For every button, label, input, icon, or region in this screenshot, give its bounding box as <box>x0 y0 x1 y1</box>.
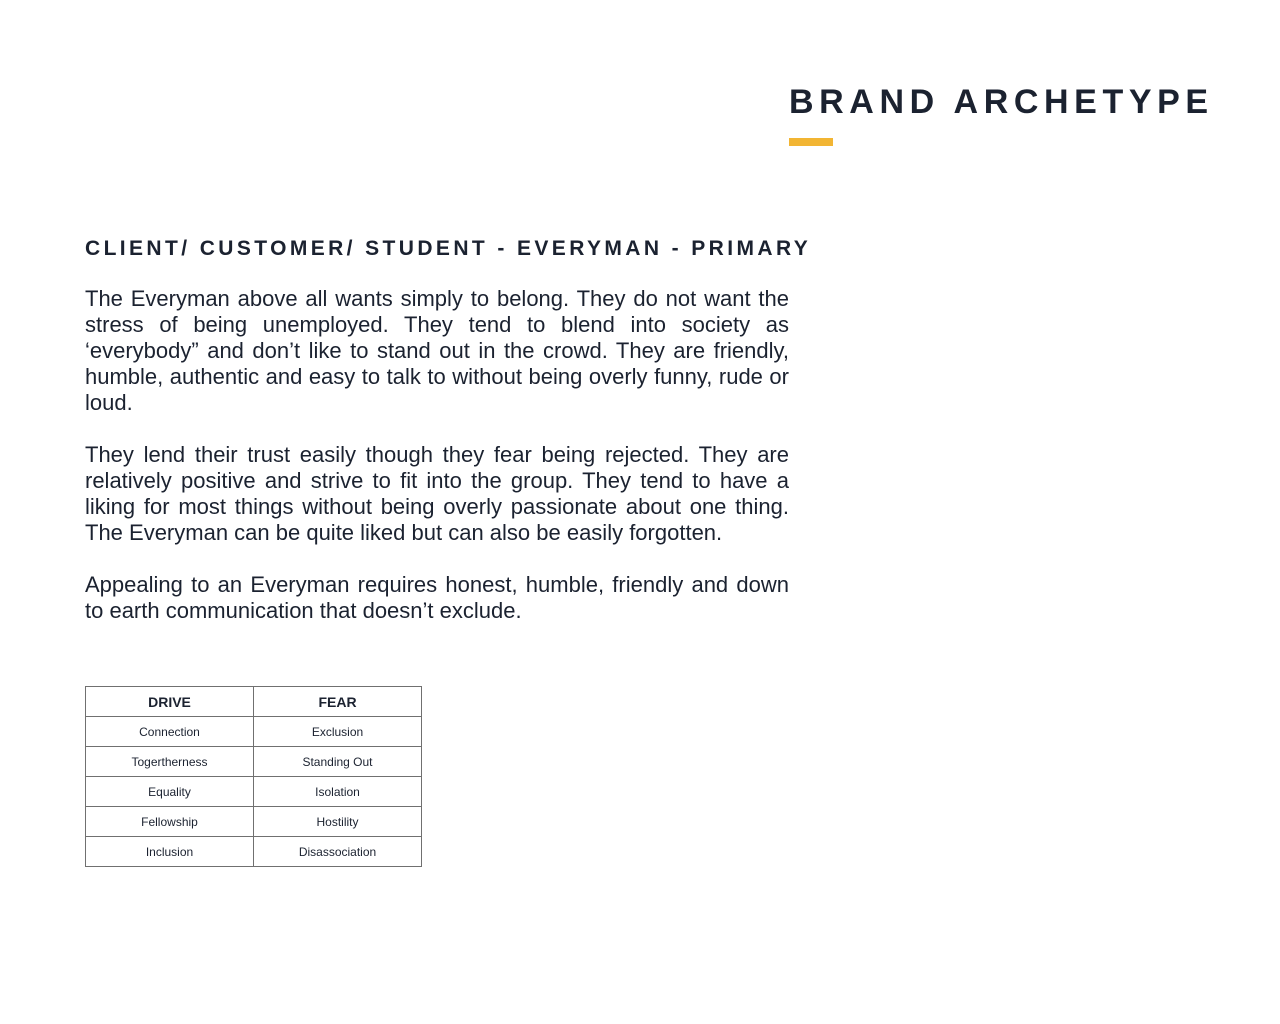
paragraph-2: They lend their trust easily though they fear being rejected. They are relatively positive and strive to fit into the group. They tend to have a liking for most things without being overly passionate about one thing. The Everyman can be quite liked but can also be easily forgotten. <box>85 442 789 545</box>
fear-cell: Hostility <box>254 807 422 837</box>
drive-fear-table <box>85 686 422 867</box>
drive-cell: Equality <box>86 777 254 807</box>
drive-cell: Fellowship <box>86 807 254 837</box>
table-row <box>86 777 422 807</box>
table-header-row <box>86 687 422 717</box>
drive-cell: Togertherness <box>86 747 254 777</box>
paragraph-1: The Everyman above all wants simply to belong. They do not want the stress of being unemployed. They tend to blend into society as ‘everybody” and don’t like to stand out in the crowd. They are friendly, humble, authentic and easy to talk to without being overly funny, rude or loud. <box>85 286 789 415</box>
drive-cell: Inclusion <box>86 837 254 867</box>
fear-cell: Standing Out <box>254 747 422 777</box>
column-header-fear: FEAR <box>254 687 422 717</box>
table-row <box>86 807 422 837</box>
section-heading: CLIENT/ CUSTOMER/ STUDENT - EVERYMAN - PRIMARY <box>85 237 812 260</box>
drive-cell: Connection <box>86 717 254 747</box>
fear-cell: Isolation <box>254 777 422 807</box>
body-copy <box>85 286 789 650</box>
table-row <box>86 837 422 867</box>
paragraph-3: Appealing to an Everyman requires honest, humble, friendly and down to earth communication that doesn’t exclude. <box>85 572 789 623</box>
fear-cell: Disassociation <box>254 837 422 867</box>
column-header-drive: DRIVE <box>86 687 254 717</box>
title-accent-bar <box>789 138 833 146</box>
table-row <box>86 717 422 747</box>
page-title: BRAND ARCHETYPE <box>789 83 1214 121</box>
table-row <box>86 747 422 777</box>
fear-cell: Exclusion <box>254 717 422 747</box>
